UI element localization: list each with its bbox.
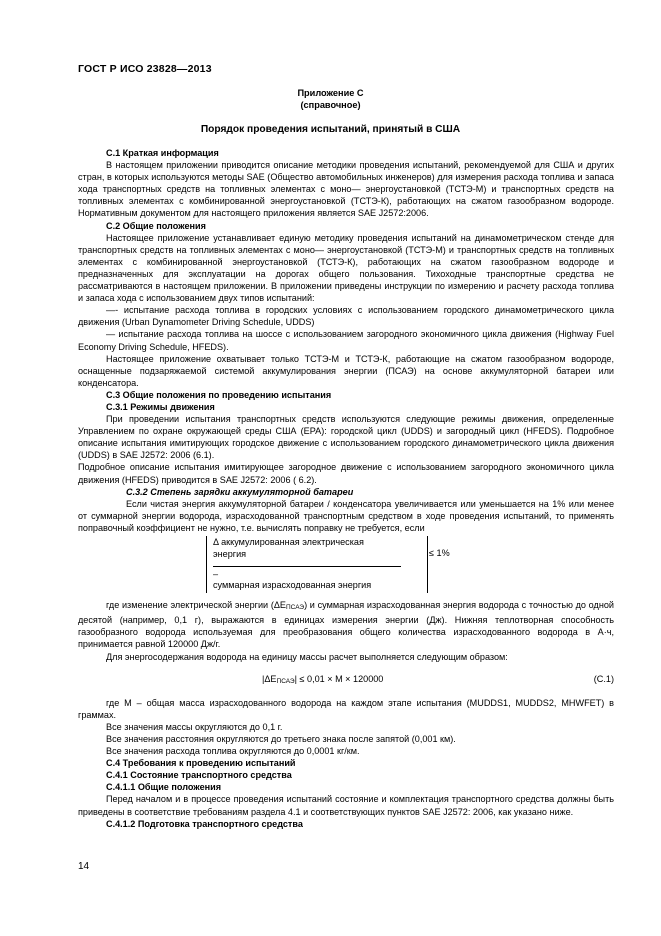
formula-c1 [78,669,614,689]
section-c2-text: Настоящее приложение устанавливает единую методику проведения испытаний на динамометрическом стенде для транспортных средств на топливных элементах с моно— энергоустановкой (ТСТЭ-М) и транспортных средств на топливных элементах с комбинированной энергоустановкой (ТСТЭ-К), работающих на сжатом газообразном водороде и предназначенных для эксплуатации на дорогах общего пользования. Тихоходные транспортные средства не рассматриваются в настоящем приложении. В приложении приведены инструкции по измерению и расчету расхода топлива и запаса хода с использованием двух типов испытаний: [78,232,614,304]
where-energy-text [78,599,614,650]
fraction-bar [213,566,401,567]
energy-box-line-3: суммарная израсходованная энергия [213,580,372,591]
section-c41-title: С.4.1 Состояние транспортного средства [106,770,292,781]
where-text-b: ) и суммарная израсходованная энергия водорода с точностью до одной десятой (например, 0,1 г), выражаются в единицах измерения энергии (Дж). Нижняя теплотворная способность газообразного водорода используемая для преобразования общего количества израсходованного водорода в А·ч, принимается равной 120000 Дж/г. [78,600,614,650]
mass-definition: где M – общая масса израсходованного водорода на каждом этапе испытания (MUDDS1, MUDDS2, MHWFET) в граммах. [78,697,614,720]
section-c412-title: С.4.1.2 Подготовка транспортного средства [106,818,303,829]
section-c31-text: При проведении испытания транспортных средств используются следующие режимы движения, определенные Управлением по охране окружающей среды США (ЕРА): городской цикл (UDDS) и загородный цикл (HFEDS). Подробное описание испытания имитирующих городское движение с использованием городского динамометрического цикла движения (UDDS) в SAE J2572: 2006 (6.1). [78,414,614,461]
formula-part-b: | ≤ 0,01 × M × 120000 [294,673,384,684]
where-text-sub: ПСАЭ [286,604,305,612]
rounding-mass: Все значения массы округляются до 0,1 г. [106,721,283,732]
section-c2-text-2: Настоящее приложение охватывает только ТСТЭ-М и ТСТЭ-К, работающие на сжатом газообразном водороде, оснащенные подзаряжаемой системой аккумулирования энергии (ПСАЭ) на основе аккумуляторной батареи или конденсатора. [78,353,614,388]
section-c1-title: С.1 Краткая информация [106,148,219,158]
annex-subtitle: (справочное) [300,100,361,110]
document-body [78,147,614,830]
section-c32-text: Если чистая энергия аккумуляторной батареи / конденсатора увеличивается или уменьшается на 1% или менее от суммарной энергии водорода, израсходованной транспортным средством в ходе проведения испытаний, то применять поправочный коэффициент не нужно, т.е. вычислять поправку не требуется, если [78,498,614,533]
energy-ratio-box [206,536,450,593]
section-c32-title: С.3.2 Степень зарядки аккумуляторной батареи [126,486,354,497]
section-c2-item-2: — испытание расхода топлива на шоссе с использованием загородного экономичного цикла движения (Highway Fuel Economy Driving Schedule, HFEDS). [78,329,614,352]
formula-expression [262,673,383,688]
section-c2-item-1: —- испытание расхода топлива в городских условиях с использованием городского динамометрического цикла движения (Urban Dynamometer Driving Schedule, UDDS) [78,305,614,328]
section-c31-text-2: Подробное описание испытания имитирующее загородное движение с использованием загородного экономичного цикла движения (HFEDS) приводится в SAE J2572: 2006 ( 6.2). [78,462,614,485]
page-number: 14 [78,861,90,872]
calc-text: Для энергосодержания водорода на единицу массы расчет выполняется следующим образом: [106,651,508,662]
formula-part-a: |ΔE [262,673,277,684]
formula-sub: ПСАЭ [276,677,295,685]
document-id: ГОСТ Р ИСО 23828—2013 [78,63,212,75]
section-c2-title: С.2 Общие положения [106,220,206,231]
energy-box-line-1: Δ аккумулированная электрическая [213,537,364,547]
section-c4-title: С.4 Требования к проведению испытаний [106,758,296,769]
rounding-fuel: Все значения расхода топлива округляются до 0,0001 кг/км. [106,746,360,757]
section-c411-text: Перед началом и в процессе проведения испытаний состояние и комплектация транспортного средства должны быть приведены в соответствие требованиям раздела 4.1 и соответствующих пунктов SAE J2572: 2006, как указано ниже. [78,794,614,817]
section-c1-text: В настоящем приложении приводится описание методики проведения испытаний, рекомендуемой для США и других стран, в которых используются методы SAE (Общество автомобильных инженеров) для измерения расхода топлива и запаса хода транспортных средств на топливных элементах с моно— энергоустановкой (ТСТЭ-М) и транспортных средств на топливных элементах с комбинированной энергоустановкой (ТСТЭ-К), работающих на сжатом газообразном водороде. Нормативным документом для настоящего приложения является SAE J2572:2006. [78,160,614,219]
section-c3-title: С.3 Общие положения по проведению испытания [106,389,332,400]
section-c31-title: С.3.1 Режимы движения [106,401,215,412]
rounding-distance: Все значения расстояния округляются до третьего знака после запятой (0,001 км). [106,733,456,744]
energy-box-line-2: энергия [213,548,247,559]
annex-title: Приложение С [297,88,364,98]
formula-number: (С.1) [593,673,614,684]
where-text-a: где изменение электрической энергии (ΔE [106,600,286,611]
energy-box-dash: – [213,568,219,579]
energy-ratio-limit: ≤ 1% [429,548,450,558]
annex-heading: Порядок проведения испытаний, принятый в США [200,124,461,135]
section-c411-title: С.4.1.1 Общие положения [106,782,222,793]
